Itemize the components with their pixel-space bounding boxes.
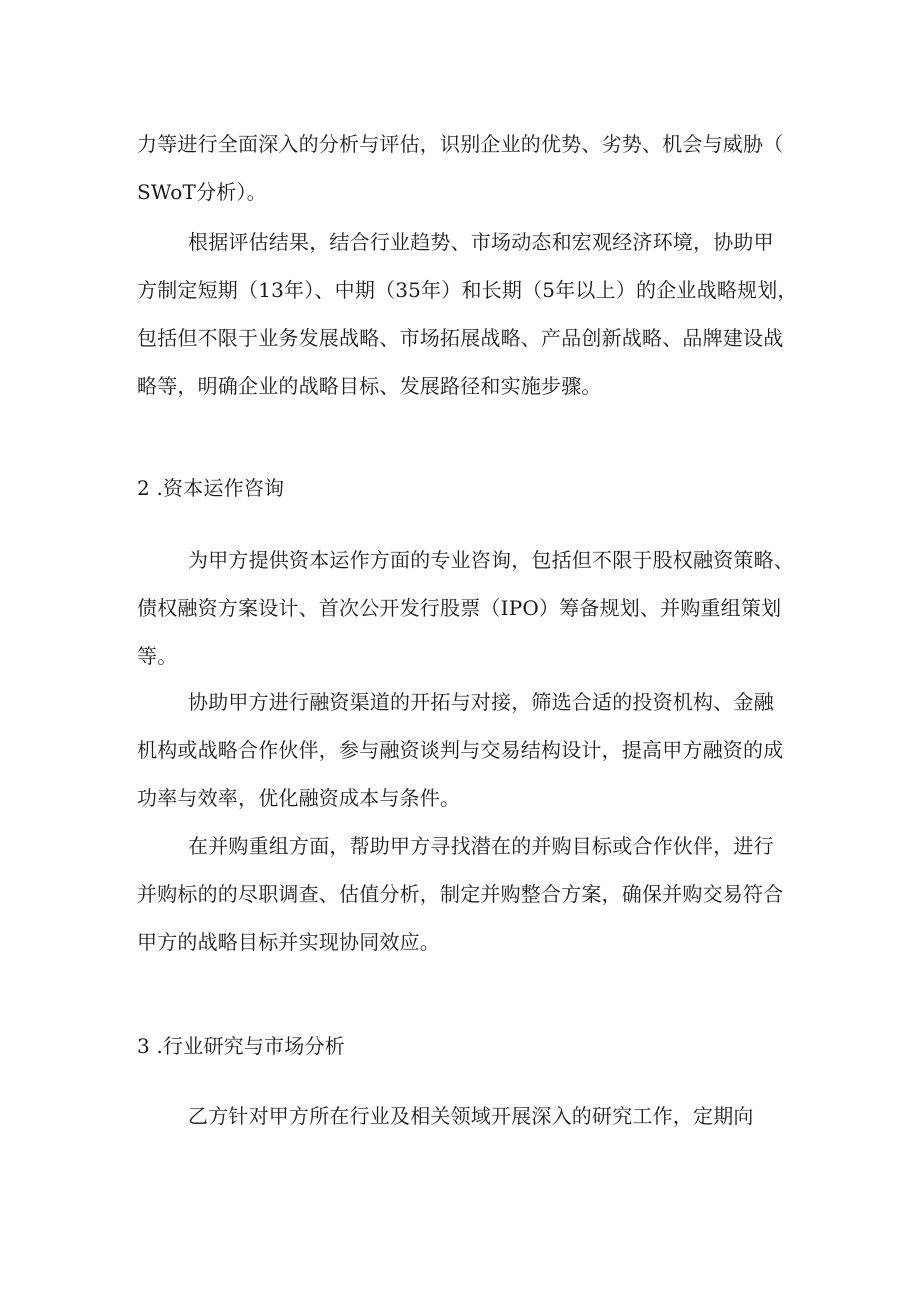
paragraph-line: 略等，明确企业的战略目标、发展路径和实施步骤。 <box>137 374 602 398</box>
paragraph-line: SWoT分析）。 <box>137 180 267 204</box>
section-heading: 2 .资本运作咨询 <box>137 476 285 500</box>
paragraph-line: 债权融资方案设计、首次公开发行股票（IPO）筹备规划、并购重组策划 <box>137 596 782 620</box>
paragraph-line: 并购标的的尽职调查、估值分析，制定并购整合方案，确保并购交易符合 <box>137 882 784 906</box>
paragraph-line: 在并购重组方面，帮助甲方寻找潜在的并购目标或合作伙伴，进行 <box>188 834 774 858</box>
paragraph-line: 甲方的战略目标并实现协同效应。 <box>137 930 440 954</box>
paragraph-line: 根据评估结果，结合行业趋势、市场动态和宏观经济环境，协助甲 <box>188 230 774 254</box>
paragraph-line: 力等进行全面深入的分析与评估，识别企业的优势、劣势、机会与威胁（ <box>137 132 784 156</box>
paragraph-line: 功率与效率，优化融资成本与条件。 <box>137 786 461 810</box>
section-heading: 3 .行业研究与市场分析 <box>137 1034 345 1058</box>
paragraph-line: 为甲方提供资本运作方面的专业咨询，包括但不限于股权融资策略、 <box>188 548 794 572</box>
paragraph-line: 协助甲方进行融资渠道的开拓与对接，筛选合适的投资机构、金融 <box>188 690 774 714</box>
paragraph-line: 方制定短期（13年）、中期（35年）和长期（5年以上）的企业战略规划， <box>137 278 798 302</box>
paragraph-line: 机构或战略合作伙伴，参与融资谈判与交易结构设计，提高甲方融资的成 <box>137 738 784 762</box>
paragraph-line: 乙方针对甲方所在行业及相关领域开展深入的研究工作，定期向 <box>188 1104 754 1128</box>
paragraph-line: 等。 <box>137 644 178 668</box>
paragraph-line: 包括但不限于业务发展战略、市场拓展战略、产品创新战略、品牌建设战 <box>137 326 784 350</box>
